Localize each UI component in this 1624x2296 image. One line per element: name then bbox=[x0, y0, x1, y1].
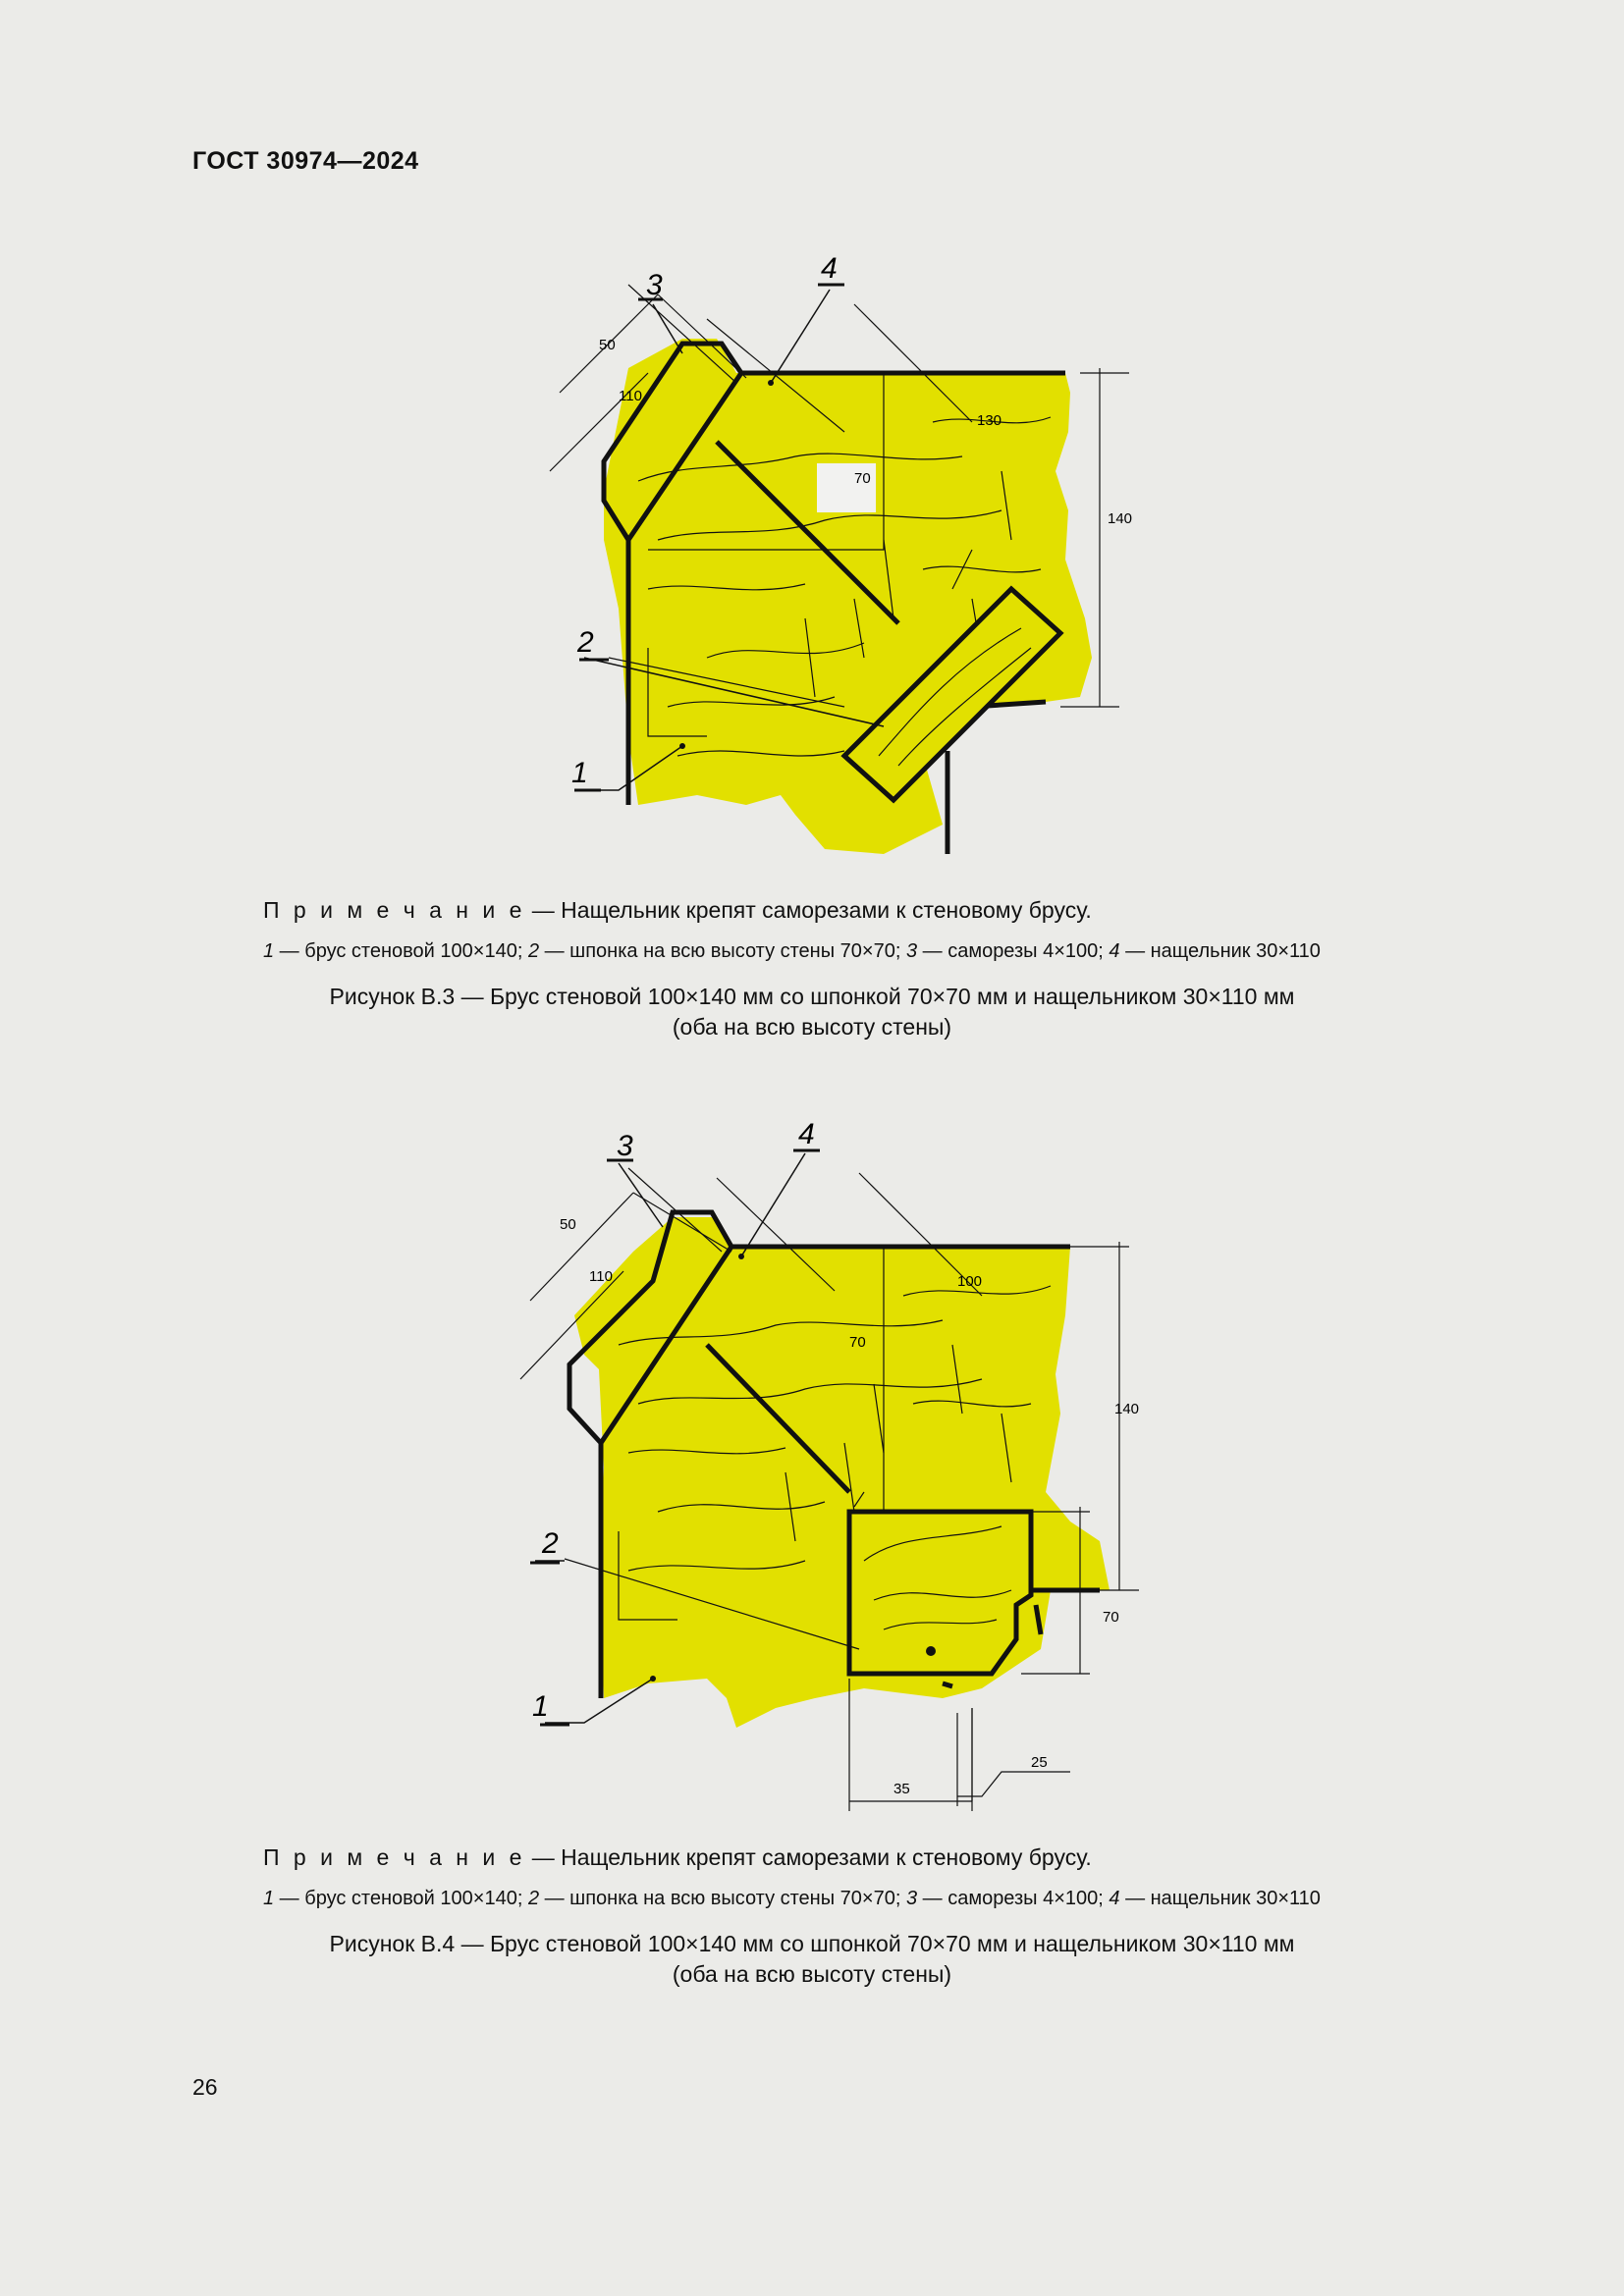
figure-b3-legend: 1 — брус стеновой 100×140; 2 — шпонка на всю высоту стены 70×70; 3 — саморезы 4×100; 4 — нащельник 30×110 bbox=[263, 940, 1321, 962]
callout-2: 2 bbox=[577, 626, 594, 659]
dim-70-top: 70 bbox=[849, 1334, 866, 1351]
page-number: 26 bbox=[192, 2074, 218, 2100]
figure-b4-drawing bbox=[491, 1119, 1198, 1826]
dim-110: 110 bbox=[589, 1268, 613, 1285]
dim-35: 35 bbox=[893, 1781, 910, 1797]
dim-100: 100 bbox=[957, 1273, 983, 1290]
dim-130: 130 bbox=[977, 412, 1002, 429]
callout-1: 1 bbox=[532, 1690, 549, 1723]
dim-140: 140 bbox=[1108, 510, 1133, 527]
callout-4: 4 bbox=[798, 1118, 815, 1150]
figure-b4-svg bbox=[491, 1119, 1198, 1826]
callout-3: 3 bbox=[617, 1130, 633, 1162]
figure-b3-caption bbox=[196, 982, 1428, 1042]
caption-line-1: Рисунок В.3 — Брус стеновой 100×140 мм со шпонкой 70×70 мм и нащельником 30×110 мм bbox=[329, 984, 1295, 1009]
dim-50: 50 bbox=[599, 337, 616, 353]
dim-25: 25 bbox=[1031, 1754, 1048, 1771]
wall-beam-shape bbox=[574, 1217, 1110, 1728]
note-text: — Нащельник крепят саморезами к стеновому брусу. bbox=[525, 1844, 1092, 1870]
note-label: П р и м е ч а н и е bbox=[263, 1844, 526, 1870]
dim-140: 140 bbox=[1114, 1401, 1140, 1417]
document-header: ГОСТ 30974—2024 bbox=[192, 147, 419, 175]
dim-110: 110 bbox=[619, 388, 642, 404]
note-text: — Нащельник крепят саморезами к стеновому брусу. bbox=[525, 897, 1092, 923]
note-label: П р и м е ч а н и е bbox=[263, 897, 526, 923]
dim-70-right: 70 bbox=[1103, 1609, 1119, 1626]
figure-b4-legend: 1 — брус стеновой 100×140; 2 — шпонка на всю высоту стены 70×70; 3 — саморезы 4×100; 4 — нащельник 30×110 bbox=[263, 1888, 1321, 1909]
figure-b3-svg bbox=[511, 245, 1133, 874]
callout-4: 4 bbox=[821, 252, 838, 285]
caption-line-2: (оба на всю высоту стены) bbox=[672, 1014, 952, 1040]
caption-line-1: Рисунок В.4 — Брус стеновой 100×140 мм со шпонкой 70×70 мм и нащельником 30×110 мм bbox=[329, 1931, 1295, 1956]
dim-50: 50 bbox=[560, 1216, 576, 1233]
figure-b3-drawing bbox=[511, 245, 1133, 874]
caption-line-2: (оба на всю высоту стены) bbox=[672, 1961, 952, 1987]
dim-70: 70 bbox=[854, 470, 871, 487]
figure-b3-note bbox=[263, 897, 1092, 924]
callout-2: 2 bbox=[542, 1527, 559, 1560]
callout-3: 3 bbox=[646, 269, 663, 301]
callout-1: 1 bbox=[571, 757, 588, 789]
figure-b4-note bbox=[263, 1844, 1092, 1871]
figure-b4-caption bbox=[196, 1929, 1428, 1990]
